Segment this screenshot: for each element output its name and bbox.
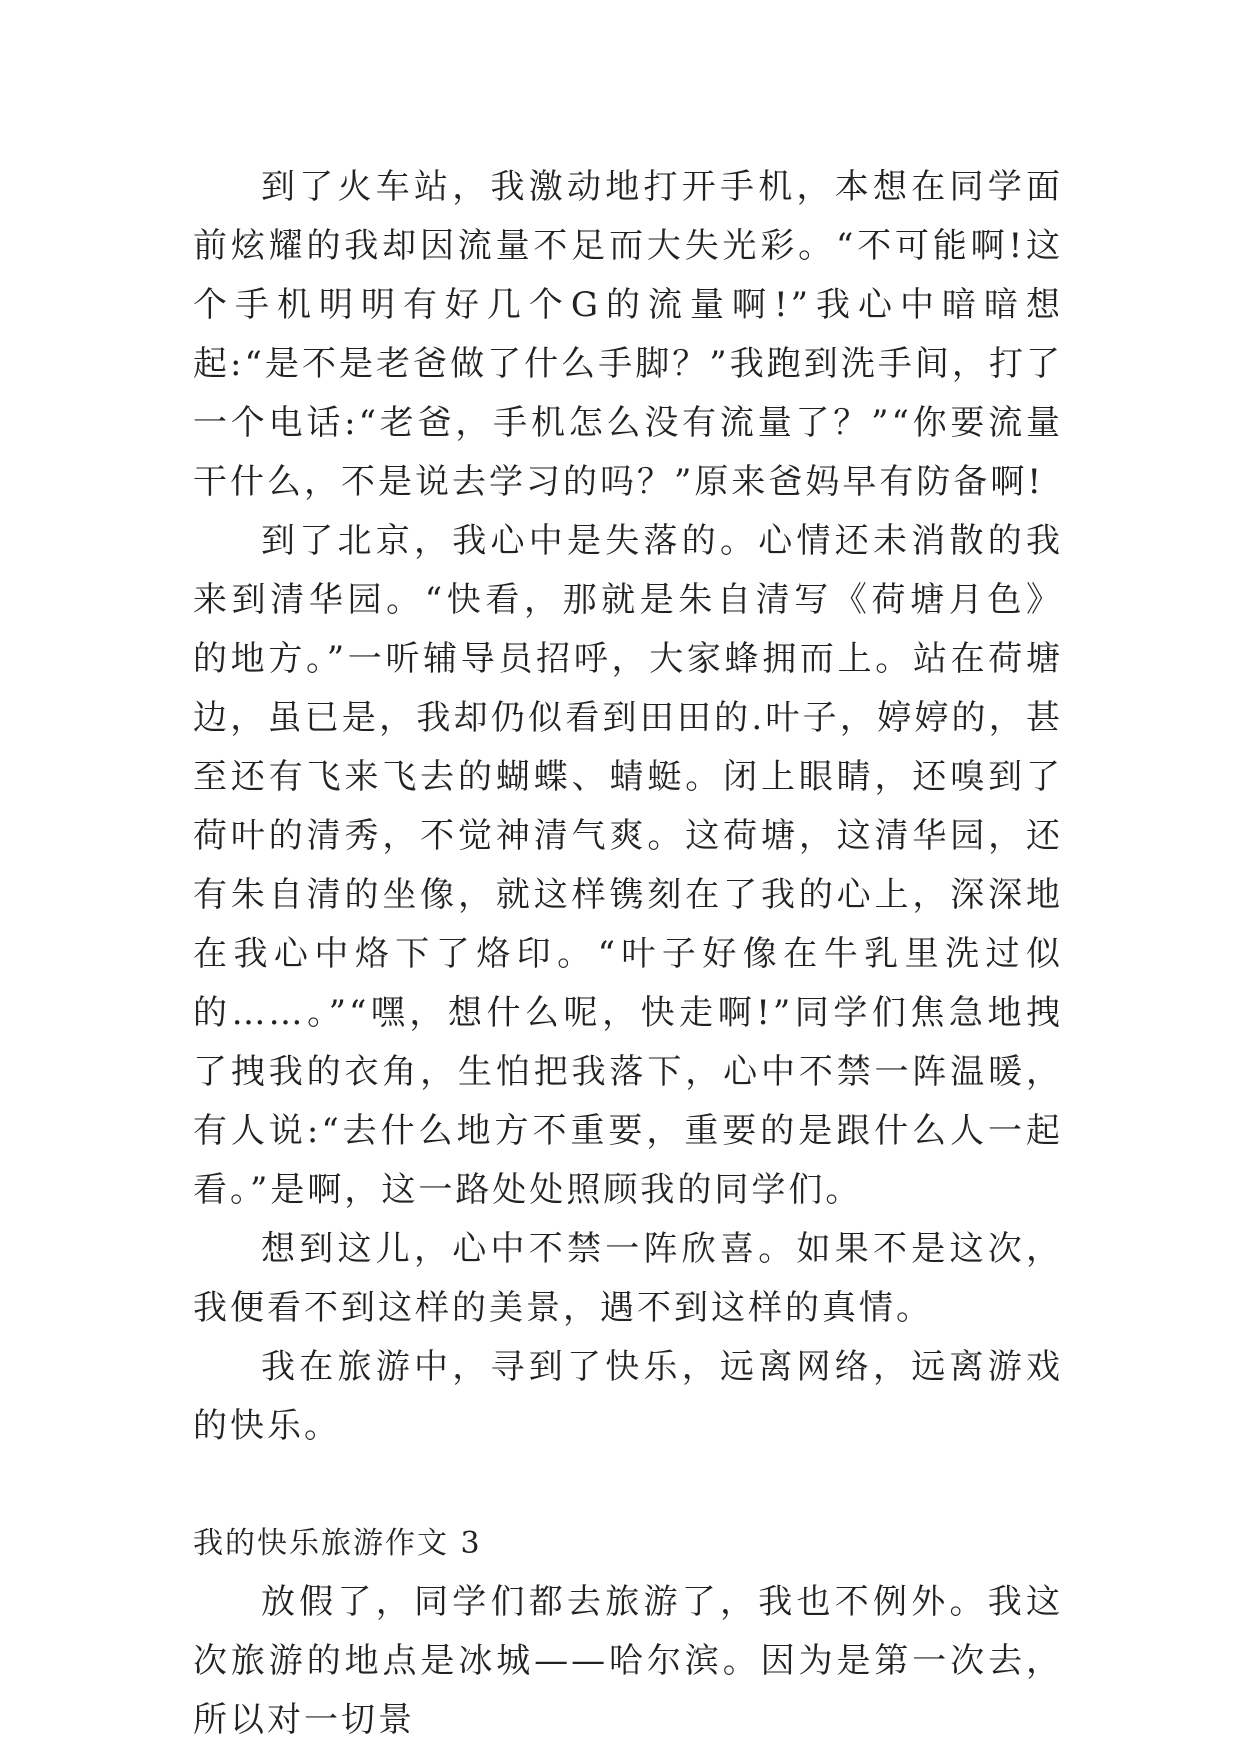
section-title: 我的快乐旅游作文 3 [193,1526,482,1561]
document-body [193,158,1063,1750]
paragraph-conclusion: 我在旅游中，寻到了快乐，远离网络，远离游戏的快乐。 [193,1347,1063,1446]
paragraph-reflection: 想到这儿，心中不禁一阵欣喜。如果不是这次，我便看不到这样的美景，遇不到这样的真情。 [193,1229,1063,1328]
paragraph-harbin: 放假了，同学们都去旅游了，我也不例外。我这次旅游的地点是冰城——哈尔滨。因为是第一次去，所以对一切景 [193,1582,1063,1740]
paragraph-beijing: 到了北京，我心中是失落的。心情还未消散的我来到清华园。“快看，那就是朱自清写《荷塘月色》的地方。”一听辅导员招呼，大家蜂拥而上。站在荷塘边，虽已是，我却仍似看到田田的.叶子，婷婷的，甚至还有飞来飞去的蝴蝶、蜻蜓。闭上眼睛，还嗅到了荷叶的清秀，不觉神清气爽。这荷塘，这清华园，还有朱自清的坐像，就这样镌刻在了我的心上，深深地在我心中烙下了烙印。“叶子好像在牛乳里洗过似的……。”“嘿，想什么呢，快走啊!”同学们焦急地拽了拽我的衣角，生怕把我落下，心中不禁一阵温暖，有人说:“去什么地方不重要，重要的是跟什么人一起看。”是啊，这一路处处照顾我的同学们。 [193,521,1063,1210]
paragraph-train-station: 到了火车站，我激动地打开手机，本想在同学面前炫耀的我却因流量不足而大失光彩。“不可能啊!这个手机明明有好几个G的流量啊!”我心中暗暗想起:“是不是老爸做了什么手脚？”我跑到洗手间，打了一个电话:“老爸，手机怎么没有流量了？”“你要流量干什么，不是说去学习的吗？”原来爸妈早有防备啊! [193,167,1063,502]
